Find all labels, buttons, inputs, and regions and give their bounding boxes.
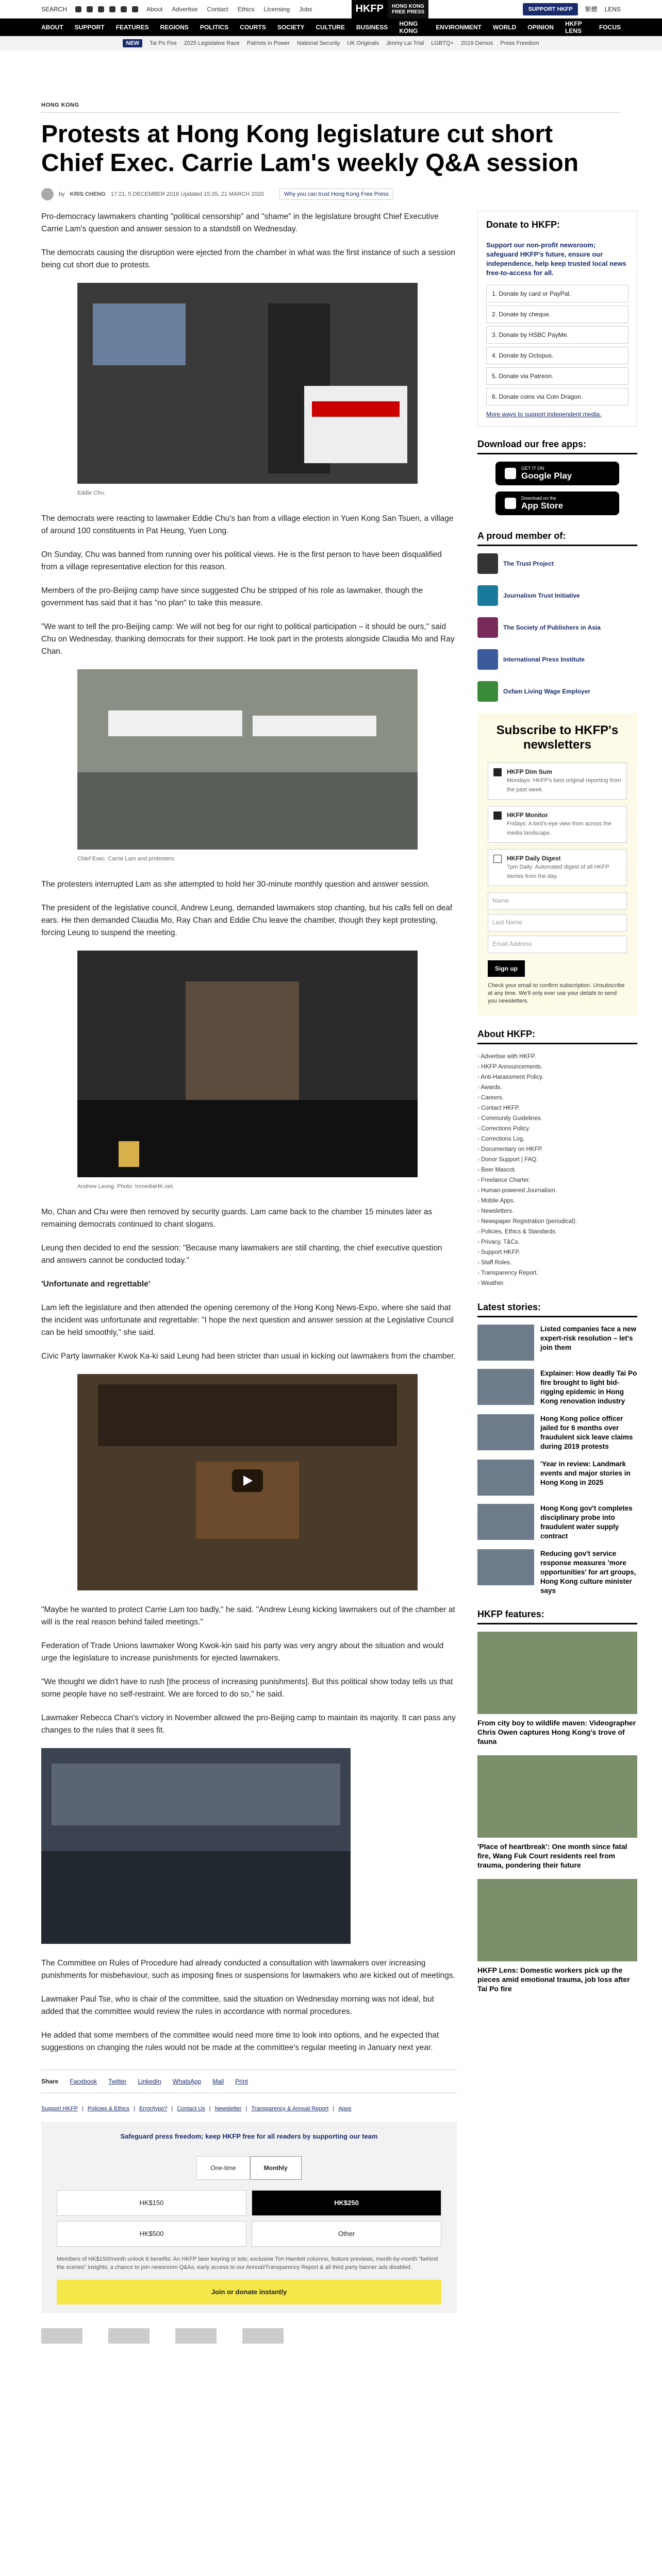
- caption: Eddie Chu.: [77, 490, 106, 496]
- trending-bar: [0, 36, 662, 50]
- support-link[interactable]: Transparency & Annual Report: [251, 2106, 329, 2112]
- trending-item[interactable]: LGBTQ+: [431, 40, 454, 46]
- author-avatar: [41, 188, 54, 200]
- about-link[interactable]: › Corrections Log.: [477, 1134, 637, 1144]
- about-link[interactable]: › Donor Support | FAQ.: [477, 1155, 637, 1165]
- article-dates: 17:21, 5 DECEMBER 2018 Updated 15:35, 21 MARCH 2020: [110, 191, 264, 197]
- caption: Andrew Leung. Photo: InmediaHK.net.: [77, 1183, 174, 1190]
- footer-logo: [175, 2328, 217, 2344]
- about-link[interactable]: › HKFP Announcements.: [477, 1062, 637, 1072]
- paragraph: He added that some members of the committee would need more time to look into options, and he expected that suggestions on changing the rules would not be made at the committee's regular meeting in January next year.: [41, 2031, 439, 2052]
- share-whatsapp[interactable]: WhatsApp: [172, 2078, 202, 2085]
- article-body: [41, 211, 457, 2313]
- trending-item[interactable]: National Security: [297, 40, 340, 46]
- about-link[interactable]: › Freelance Charter.: [477, 1175, 637, 1185]
- nav-item[interactable]: FEATURES: [115, 24, 149, 31]
- feature-story[interactable]: [477, 1632, 637, 1746]
- top-links: [146, 6, 312, 13]
- video-embed[interactable]: [77, 1374, 457, 1590]
- about-link[interactable]: › Weather.: [477, 1278, 637, 1289]
- about-list: [477, 1052, 637, 1289]
- story-title: 'Year in review: Landmark events and major stories in Hong Kong in 2025: [540, 1460, 631, 1486]
- telegram-icon[interactable]: [132, 6, 138, 12]
- amount-option[interactable]: Other: [252, 2221, 441, 2247]
- story-title: Explainer: How deadly Tai Po fire brought to light bid-rigging epidemic in Hong Kong renovation industry: [540, 1369, 637, 1405]
- trust-link[interactable]: Why you can trust Hong Kong Free Press: [279, 189, 393, 200]
- last-name-input[interactable]: Last Name: [488, 914, 627, 931]
- support-link[interactable]: Error/typo?: [139, 2106, 168, 2112]
- paragraph: Lawmaker Rebecca Chan's victory in November allowed the pro-Beijing camp to maintain its majority. It can pass any changes to the rules that it sees fit.: [41, 1714, 456, 1735]
- latest-story[interactable]: [477, 1504, 637, 1541]
- nav-item[interactable]: ABOUT: [41, 24, 63, 31]
- donate-option[interactable]: 1. Donate by card or PayPal.: [486, 285, 628, 302]
- paragraph: The protesters interrupted Lam as she attempted to hold her 30-minute monthly question and answer session.: [41, 880, 430, 889]
- feature-story[interactable]: [477, 1755, 637, 1870]
- feature-thumbnail: [477, 1632, 637, 1714]
- share-mail[interactable]: Mail: [212, 2078, 224, 2085]
- trending-item[interactable]: Press Freedom: [500, 40, 539, 46]
- twitter-icon[interactable]: [87, 6, 93, 12]
- freq-monthly[interactable]: Monthly: [250, 2156, 302, 2180]
- amount-option[interactable]: HK$150: [57, 2190, 246, 2216]
- nav-item[interactable]: POLITICS: [200, 24, 229, 31]
- nav-item[interactable]: HONG KONG: [399, 20, 418, 35]
- about-link[interactable]: › Community Guidelines.: [477, 1113, 637, 1124]
- main-nav: [0, 19, 662, 36]
- nav-item[interactable]: HKFP LENS: [565, 20, 582, 35]
- subheading: 'Unfortunate and regrettable': [41, 1280, 151, 1289]
- content-wrap: [0, 211, 662, 2313]
- share-bar: Share Facebook Twitter LinkedIn WhatsApp Mail Print: [41, 2070, 457, 2093]
- nav-item[interactable]: CULTURE: [316, 24, 345, 31]
- article-title: Protests at Hong Kong legislature cut short Chief Exec. Carrie Lam's weekly Q&A session: [41, 121, 579, 177]
- figure: [77, 951, 457, 1193]
- about-link[interactable]: › Privacy, T&Cs.: [477, 1237, 637, 1247]
- donate-option[interactable]: 6. Donate coins via Coin Dragon.: [486, 388, 628, 405]
- freq-one-time[interactable]: One-time: [196, 2156, 250, 2180]
- new-badge: NEW: [123, 39, 142, 47]
- nav-item[interactable]: WORLD: [492, 24, 517, 31]
- paragraph: On Sunday, Chu was banned from running over his political views. He is the first person to have been disqualified from a village representative election for this reason.: [41, 550, 442, 571]
- checkbox[interactable]: [493, 768, 502, 776]
- latest-story[interactable]: [477, 1325, 637, 1361]
- latest-list: [477, 1325, 637, 1596]
- footer-logo: [41, 2328, 82, 2344]
- feature-title: From city boy to wildlife maven: Videographer Chris Owen captures Hong Kong's trove of fauna: [477, 1719, 636, 1745]
- paragraph: Civic Party lawmaker Kwok Ka-ki said Leung had been stricter than usual in kicking out lawmakers from the chamber.: [41, 1352, 456, 1361]
- share-twitter[interactable]: Twitter: [108, 2078, 127, 2085]
- paragraph: The democrats were reacting to lawmaker Eddie Chu's ban from a village election in Yuen Kong San Tsuen, a village of around 100 constituents in Pat Heung, Yuen Long.: [41, 514, 454, 535]
- support-link[interactable]: Contact Us: [177, 2106, 205, 2112]
- trending-item[interactable]: Patriots in Power: [246, 40, 290, 46]
- amount-options: [57, 2190, 441, 2247]
- footer-logos: [0, 2313, 662, 2344]
- youtube-icon[interactable]: [109, 6, 115, 12]
- story-title: Hong Kong gov't completes disciplinary probe into fraudulent water supply contract: [540, 1504, 633, 1540]
- support-link[interactable]: Apps: [338, 2106, 352, 2112]
- support-link[interactable]: Support HKFP: [41, 2106, 78, 2112]
- lang-link[interactable]: 繁體: [585, 6, 598, 13]
- member-ipi[interactable]: International Press Institute: [477, 649, 637, 670]
- story-thumbnail: [477, 1414, 534, 1450]
- about-link[interactable]: › Advertise with HKFP.: [477, 1052, 637, 1062]
- newsletter-box: Subscribe to HKFP's newsletters HKFP Dim Sum Mondays: HKFP's best original reporting from the past week. HKFP Monitor Fridays: A bird's-eye view from across the media landscape. HKFP Daily Digest 7pm Daily: Automated digest of all HKFP stories from the day. Name Last Name Email Address Sign up Check your email to confirm subscription. Unsubscribe at any time. We'll only ever use your details to send you newsletters.: [477, 713, 637, 1015]
- about-link[interactable]: › Mobile Apps.: [477, 1196, 637, 1206]
- about-link[interactable]: › Documentary on HKFP.: [477, 1144, 637, 1155]
- nav-item[interactable]: BUSINESS: [356, 24, 388, 31]
- instagram-icon[interactable]: [98, 6, 104, 12]
- member-trust-project[interactable]: The Trust Project: [477, 553, 637, 574]
- top-right: [523, 3, 621, 15]
- donate-option[interactable]: 3. Donate by HSBC PayMe.: [486, 326, 628, 344]
- story-thumbnail: [477, 1325, 534, 1361]
- story-thumbnail: [477, 1460, 534, 1496]
- share-facebook[interactable]: Facebook: [70, 2078, 97, 2085]
- paragraph: Leung then decided to end the session: "Because many lawmakers are still chanting, the chief executive question and answers cannot be conducted today.": [41, 1244, 442, 1265]
- facebook-icon[interactable]: [75, 6, 81, 12]
- apple-icon: [505, 498, 516, 509]
- story-title: Listed companies face a new expert-risk resolution – let's join them: [540, 1325, 637, 1351]
- footer-logo: [242, 2328, 284, 2344]
- nav-item[interactable]: FOCUS: [599, 24, 621, 31]
- about-link[interactable]: › Careers.: [477, 1093, 637, 1103]
- photo-protesters: [77, 669, 418, 850]
- support-links: Support HKFP | Policies & Ethics | Error/typo? | Contact Us | Newsletter | Transparency & Annual Report | Apps: [41, 2103, 457, 2115]
- app-store-button[interactable]: Download on the App Store: [495, 492, 619, 515]
- member-jti[interactable]: Journalism Trust Initiative: [477, 585, 637, 606]
- search-link[interactable]: SEARCH: [41, 5, 68, 13]
- article-meta: by KRIS CHENG 17:21, 5 DECEMBER 2018 Updated 15:35, 21 MARCH 2020 Why you can trust Hong Kong Free Press: [41, 188, 621, 200]
- feature-thumbnail: [477, 1755, 637, 1838]
- top-link[interactable]: Advertise: [172, 5, 198, 13]
- latest-story[interactable]: [477, 1414, 637, 1451]
- top-link[interactable]: Licensing: [263, 5, 290, 13]
- about-link[interactable]: › Awards.: [477, 1082, 637, 1093]
- paragraph: "We want to tell the pro-Beijing camp: We will not beg for our right to political participation – it should be ours," said Chu on Wednesday, thanking democrats for their support. He took part in the protests alongside Claudia Mo and Ray Chan.: [41, 622, 455, 656]
- donate-box: Donate to HKFP: Support our non-profit newsroom; safeguard HKFP's future, ensure our independence, help keep trusted local news free-to-access for all. 1. Donate by card or PayPal. 2. Donate by cheque. 3. Donate by HSBC PayMe. 4. Donate by Octopus. 5. Donate via Patreon. 6. Donate coins via Coin Dragon. More ways to support independent media.: [477, 211, 637, 427]
- support-link[interactable]: Newsletter: [214, 2106, 242, 2112]
- article-kicker[interactable]: HONG KONG: [41, 102, 621, 113]
- site-logo[interactable]: HKFP HONG KONG FREE PRESS: [352, 0, 429, 19]
- checkbox[interactable]: [493, 855, 502, 863]
- story-thumbnail: [477, 1369, 534, 1405]
- trending-item[interactable]: Tai Po Fire: [150, 40, 177, 46]
- features-list: [477, 1632, 637, 1993]
- trending-item[interactable]: UK Originals: [347, 40, 379, 46]
- paragraph: "We thought we didn't have to rush [the process of increasing punishments]. But this political show today tells us that some people have no self-restraint. We are forced to do so," he said.: [41, 1677, 453, 1699]
- newsletter-option[interactable]: HKFP Daily Digest 7pm Daily: Automated digest of all HKFP stories from the day.: [488, 849, 627, 886]
- top-link[interactable]: About: [146, 5, 163, 13]
- trending-item[interactable]: 2019 Demos: [461, 40, 493, 46]
- feature-title: 'Place of heartbreak': One month since fatal fire, Wang Fuk Court residents reel from trauma, pondering their future: [477, 1842, 627, 1869]
- trending-item[interactable]: 2025 Legislative Race: [184, 40, 240, 46]
- nav-item[interactable]: ENVIRONMENT: [436, 24, 482, 31]
- newsletter-option[interactable]: HKFP Monitor Fridays: A bird's-eye view from across the media landscape.: [488, 806, 627, 843]
- paragraph: "Maybe he wanted to protect Carrie Lam too badly," he said. "Andrew Leung kicking lawmakers out of the chamber at will is the real reason behind failed meetings.": [41, 1605, 455, 1626]
- about-link[interactable]: › Staff Roles.: [477, 1258, 637, 1268]
- nav-item[interactable]: COURTS: [240, 24, 266, 31]
- name-input[interactable]: Name: [488, 892, 627, 910]
- figure: [77, 669, 457, 865]
- story-title: Hong Kong police officer jailed for 6 months over fraudulent sick leave claims during 2019 protests: [540, 1415, 633, 1450]
- story-thumbnail: [477, 1504, 534, 1540]
- google-play-icon: [505, 468, 516, 479]
- top-link[interactable]: Jobs: [299, 5, 312, 13]
- about-link[interactable]: › Policies, Ethics & Standards.: [477, 1227, 637, 1237]
- latest-story[interactable]: [477, 1369, 637, 1406]
- paragraph: The president of the legislative council, Andrew Leung, demanded lawmakers stop chanting, but his calls fell on deaf ears. He then demanded Claudia Mo, Ray Chan and Eddie Chu leave the chamber, though they kept protesting, forcing Leung to suspend the meeting.: [41, 904, 453, 937]
- member-sopa[interactable]: The Society of Publishers in Asia: [477, 617, 637, 638]
- support-link[interactable]: Policies & Ethics: [87, 2106, 130, 2112]
- video-player[interactable]: [77, 1374, 418, 1590]
- top-link[interactable]: Ethics: [237, 5, 255, 13]
- figure: [77, 283, 457, 499]
- about-link[interactable]: › Support HKFP.: [477, 1247, 637, 1258]
- about-link[interactable]: › Beer Mascot.: [477, 1165, 637, 1175]
- paragraph: Pro-democracy lawmakers chanting "political censorship" and "shame" in the legislature brought Chief Executive Carrie Lam's question and answer session to a standstill on Wednesday.: [41, 212, 439, 233]
- figure: [41, 1748, 457, 1944]
- amount-option[interactable]: HK$250: [252, 2190, 441, 2216]
- share-print[interactable]: Print: [235, 2078, 248, 2085]
- newsletter-option[interactable]: HKFP Dim Sum Mondays: HKFP's best original reporting from the past week.: [488, 762, 627, 800]
- top-bar: [0, 0, 662, 19]
- nav-item[interactable]: SOCIETY: [277, 24, 305, 31]
- about-link[interactable]: › Corrections Policy.: [477, 1124, 637, 1134]
- support-box: Safeguard press freedom; keep HKFP free for all readers by supporting our team One-time Monthly HK$150 HK$250 HK$500 Other Members of HK$150/month unlock 6 benefits: An HKFP beer keyring or tote; exclusive Tim Hamlett columns, feature previews, month-by-month "behind the scenes" insights; a chance to join newsroom Q&As; early access to our Annual/Transparency Report & all third party banner ads disabled. Join or donate instantly: [41, 2122, 457, 2313]
- story-thumbnail: [477, 1549, 534, 1585]
- more-ways-link[interactable]: More ways to support independent media.: [486, 411, 602, 418]
- story-title: Reducing gov't service response measures 'more opportunities' for art groups, Hong Kong culture minister says: [540, 1550, 636, 1595]
- paragraph: The Committee on Rules of Procedure had already conducted a consultation with lawmakers over increasing punishments for misbehaviour, such as imposing fines or suspensions for lawmakers who are kicked out of meetings.: [41, 1959, 455, 1980]
- nav-item[interactable]: REGIONS: [160, 24, 189, 31]
- paragraph: Lam left the legislature and then attended the opening ceremony of the Hong Kong News-Expo, where she said that the incident was unfortunate and regrettable: "I hope the next question and answer session at the Legislative Council can be held smoothly," she said.: [41, 1303, 454, 1337]
- email-input[interactable]: Email Address: [488, 936, 627, 953]
- paragraph: Federation of Trade Unions lawmaker Wong Kwok-kin said his party was very angry about the situation and would urge the legislature to increase punishments for ejected lawmakers.: [41, 1641, 444, 1663]
- feature-story[interactable]: [477, 1879, 637, 1993]
- support-button[interactable]: SUPPORT HKFP: [523, 3, 577, 15]
- nav-item[interactable]: OPINION: [527, 24, 554, 31]
- google-play-button[interactable]: GET IT ON Google Play: [495, 462, 619, 485]
- trending-item[interactable]: Jimmy Lai Trial: [386, 40, 424, 46]
- linkedin-icon[interactable]: [121, 6, 127, 12]
- signup-button[interactable]: Sign up: [488, 960, 525, 977]
- paragraph: The democrats causing the disruption were ejected from the chamber in what was the first instance of such a session being cut short due to protests.: [41, 248, 455, 269]
- author-name[interactable]: KRIS CHENG: [70, 191, 106, 197]
- paragraph: Mo, Chan and Chu were then removed by security guards. Lam came back to the chamber 15 minutes later as remaining democrats continued to chant slogans.: [41, 1208, 433, 1229]
- feature-thumbnail: [477, 1879, 637, 1961]
- photo-legco: [41, 1748, 351, 1944]
- share-linkedin[interactable]: LinkedIn: [138, 2078, 161, 2085]
- checkbox[interactable]: [493, 811, 502, 820]
- paragraph: Members of the pro-Beijing camp have since suggested Chu be stripped of his role as lawmaker, though the government has said that it has "no plan" to take this measure.: [41, 586, 423, 607]
- about-link[interactable]: › Newsletters.: [477, 1206, 637, 1216]
- donate-option[interactable]: 2. Donate by cheque.: [486, 306, 628, 323]
- photo-andrew-leung: [77, 951, 418, 1177]
- latest-story[interactable]: [477, 1460, 637, 1496]
- article-header: [0, 50, 662, 211]
- member-oxfam[interactable]: Oxfam Living Wage Employer: [477, 681, 637, 702]
- footer-logo: [108, 2328, 150, 2344]
- donate-option[interactable]: 4. Donate by Octopus.: [486, 347, 628, 364]
- social-icons: [75, 6, 138, 12]
- about-link[interactable]: › Transparency Report.: [477, 1268, 637, 1278]
- top-link[interactable]: Contact: [207, 5, 228, 13]
- about-link[interactable]: › Human-powered Journalism.: [477, 1185, 637, 1196]
- join-button[interactable]: Join or donate instantly: [57, 2280, 441, 2304]
- sidebar: Donate to HKFP: Support our non-profit newsroom; safeguard HKFP's future, ensure our independence, help keep trusted local news free-to-access for all. 1. Donate by card or PayPal. 2. Donate by cheque. 3. Donate by HSBC PayMe. 4. Donate by Octopus. 5. Donate via Patreon. 6. Donate coins via Coin Dragon. More ways to support independent media. Download our free apps: GET IT ON Google Play Download on the App Store A proud member of: The Trust Project Journalism Trust Initiative The Society of Publishers in Asia International Press Institute Oxfam Living Wage Employer Subscribe to HKFP's newsletters HKFP Dim Sum Mondays: HKFP's best original reporting from the past week. HKFP Monitor Fridays: A bird's-eye view from across the media landscape. HKFP Daily Digest 7pm Daily: Automated digest of all HKFP stories from the day. Name Last Name Email Address Sign up Check your email to confirm subscription. Unsubscribe at any time. We'll only ever use your details to send you newsletters. About HKFP: › Advertise with HKFP. › HKFP Announcements. › Anti-Harassment Policy. › Awards. › Careers. › Contact HKFP. › Community Guidelines. › Corrections Policy. › Corrections Log. › Documentary on HKFP. › Donor Support | FAQ. › Beer Mascot. › Freelance Charter. › Human-powered Journalism. › Mobile Apps. › Newsletters. › Newspaper Registration (periodical). › Policies, Ethics & Standards. › Privacy, T&Cs. › Support HKFP. › Staff Roles. › Transparency Report. › Weather. Latest stories: Listed companies face a new expert-risk resolution – let's join them Explainer: How deadly Tai Po fire brought to light bid-rigging epidemic in Hong Kong renovation industry Hong Kong police officer jailed for 6 months over fraudulent sick leave claims during 2019 protests 'Year in review: Landmark events and major stories in Hong Kong in 2025 Hong Kong gov't completes disciplinary probe into fraudulent water supply contract Reducing gov't service response measures 'more opportunities' for art groups, Hong Kong culture minister says HKFP features: From city boy to wildlife maven: Videographer Chris Owen captures Hong Kong's trove of fauna 'Place of heartbreak': One month since fatal fire, Wang Fuk Court residents reel from trauma, pondering their future HKFP Lens: Domestic workers pick up the pieces amid emotional trauma, job loss after Tai Po fire: [477, 211, 637, 2313]
- donate-option[interactable]: 5. Donate via Patreon.: [486, 367, 628, 385]
- lens-link[interactable]: LENS: [604, 5, 621, 13]
- nav-item[interactable]: SUPPORT: [74, 24, 105, 31]
- about-link[interactable]: › Newspaper Registration (periodical).: [477, 1216, 637, 1227]
- amount-option[interactable]: HK$500: [57, 2221, 246, 2247]
- about-link[interactable]: › Contact HKFP.: [477, 1103, 637, 1113]
- paragraph: Lawmaker Paul Tse, who is chair of the committee, said the situation on Wednesday morning was not ideal, but added that the committee would review the rules in accordance with normal procedures.: [41, 1995, 434, 2016]
- caption: Chief Exec. Carrie Lam and protesters.: [77, 856, 176, 862]
- feature-title: HKFP Lens: Domestic workers pick up the pieces amid emotional trauma, job loss after Tai Po fire: [477, 1966, 630, 1993]
- photo-eddie-chu: [77, 283, 418, 484]
- about-link[interactable]: › Anti-Harassment Policy.: [477, 1072, 637, 1082]
- frequency-toggle: [57, 2156, 441, 2180]
- latest-story[interactable]: [477, 1549, 637, 1596]
